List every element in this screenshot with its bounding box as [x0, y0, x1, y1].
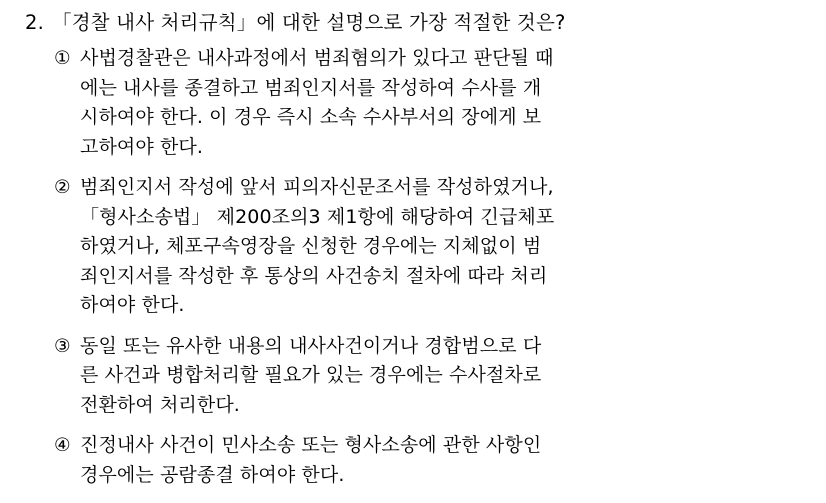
question-text: 「경찰 내사 처리규칙」에 대한 설명으로 가장 적절한 것은?	[52, 11, 566, 34]
choice-marker-4: ④	[54, 435, 71, 456]
choice-line: 시하여야 한다. 이 경우 즉시 소속 수사부서의 장에게 보	[80, 106, 542, 128]
choice-text-3	[80, 332, 780, 421]
choice-option-2[interactable]	[10, 173, 816, 321]
choice-option-1[interactable]	[10, 44, 816, 162]
choice-line: 사법경찰관은 내사과정에서 범죄혐의가 있다고 판단될 때	[80, 47, 554, 69]
choice-marker-1: ①	[54, 48, 71, 69]
choice-line: 하였거나, 체포구속영장을 신청한 경우에는 지체없이 범	[80, 235, 542, 257]
choice-line: 죄인지서를 작성한 후 통상의 사건송치 절차에 따라 처리	[80, 264, 548, 287]
choice-marker-3: ③	[54, 335, 71, 357]
choice-line: 「형사소송법」 제200조의3 제1항에 해당하여 긴급체포	[80, 205, 555, 228]
choice-line: 진정내사 사건이 민사소송 또는 형사소송에 관한 사항인	[80, 434, 542, 456]
choice-text-4	[80, 431, 780, 490]
choice-text-2	[80, 173, 780, 321]
question-stem	[10, 8, 816, 38]
choice-line: 고하여야 한다.	[80, 135, 204, 158]
choice-line: 범죄인지서 작성에 앞서 피의자신문조서를 작성하였거나,	[80, 176, 554, 198]
choice-line: 하여야 한다.	[80, 294, 185, 316]
choice-option-4[interactable]	[10, 431, 816, 490]
choice-list	[10, 44, 816, 490]
choice-marker-2: ②	[54, 177, 71, 198]
choice-line: 경우에는 공람종결 하여야 한다.	[80, 463, 345, 486]
choice-line: 른 사건과 병합처리할 필요가 있는 경우에는 수사절차로	[80, 364, 542, 386]
choice-line: 동일 또는 유사한 내용의 내사사건이거나 경합범으로 다	[80, 334, 542, 357]
choice-text-1	[80, 44, 780, 162]
question-number: 2.	[24, 11, 44, 34]
choice-line: 전환하여 처리한다.	[80, 393, 240, 416]
choice-option-3[interactable]	[10, 332, 816, 421]
choice-line: 에는 내사를 종결하고 범죄인지서를 작성하여 수사를 개	[80, 76, 542, 99]
